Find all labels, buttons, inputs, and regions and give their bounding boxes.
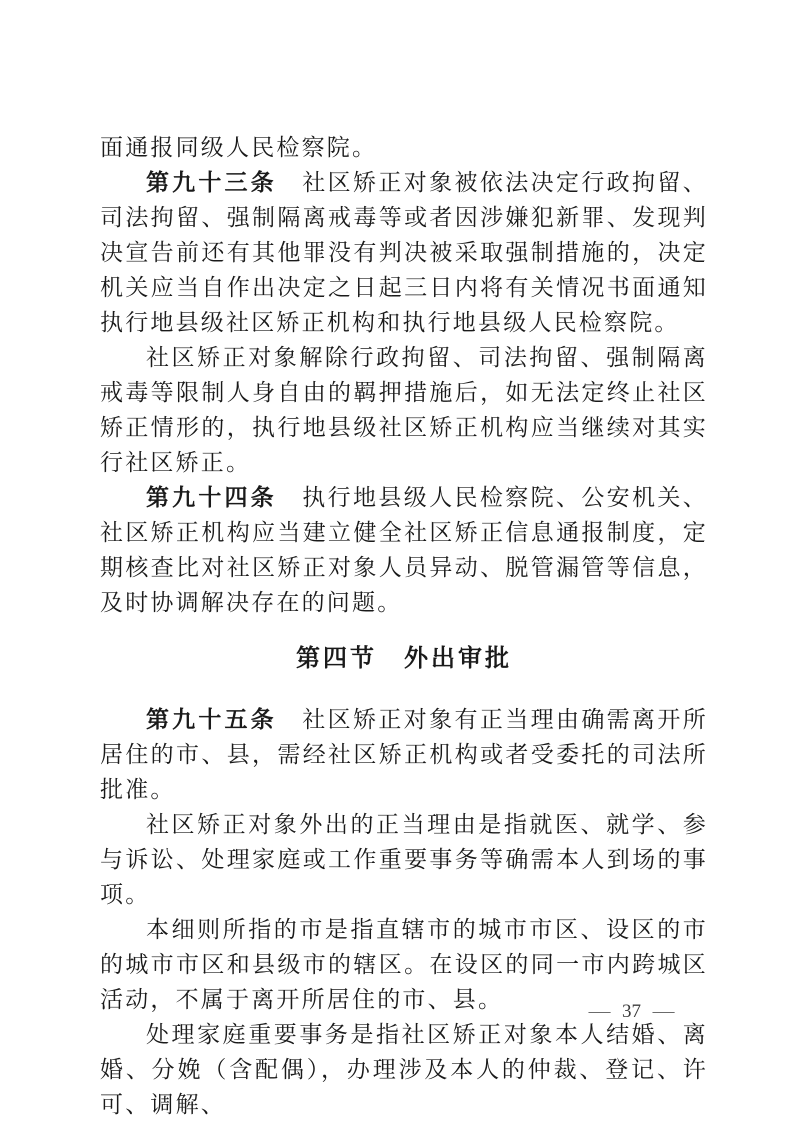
footer-dash-left: — bbox=[588, 1001, 611, 1022]
article-text-93: 社区矫正对象被依法决定行政拘留、司法拘留、强制隔离戒毒等或者因涉嫌犯新罪、发现判决宣告前还有其他罪没有判决被采取强制措施的，决定机关应当自作出决定之日起三日内将有关情况书面通知执行地县级社区矫正机构和执行地县级人民检察院。 bbox=[100, 170, 708, 335]
article-number-95: 第九十五条 bbox=[146, 707, 277, 732]
text-content bbox=[100, 130, 708, 1122]
article-paragraph-93 bbox=[100, 165, 708, 340]
section-heading: 第四节 外出审批 bbox=[296, 646, 512, 672]
article-text-95: 社区矫正对象有正当理由确需离开所居住的市、县，需经社区矫正机构或者受委托的司法所批准。 bbox=[100, 707, 708, 802]
page-number: 37 bbox=[622, 1001, 641, 1022]
article-number-93: 第九十三条 bbox=[146, 170, 277, 195]
paragraph-text: 社区矫正对象外出的正当理由是指就医、就学、参与诉讼、处理家庭或工作重要事务等确需本人到场的事项。 bbox=[100, 812, 708, 907]
paragraph-text: 本细则所指的市是指直辖市的城市市区、设区的市的城市市区和县级市的辖区。在设区的同一市内跨城区活动，不属于离开所居住的市、县。 bbox=[100, 917, 708, 1012]
page-footer bbox=[590, 1001, 673, 1023]
article-text-94: 执行地县级人民检察院、公安机关、社区矫正机构应当建立健全社区矫正信息通报制度，定期核查比对社区矫正对象人员异动、脱管漏管等信息，及时协调解决存在的问题。 bbox=[100, 485, 708, 615]
paragraph-text: 社区矫正对象解除行政拘留、司法拘留、强制隔离戒毒等限制人身自由的羁押措施后，如无法定终止社区矫正情形的，执行地县级社区矫正机构应当继续对其实行社区矫正。 bbox=[100, 345, 708, 475]
footer-dash-right: — bbox=[652, 1001, 675, 1022]
article-number-94: 第九十四条 bbox=[146, 485, 277, 510]
body-paragraph bbox=[100, 1017, 708, 1122]
paragraph-text: 面通报同级人民检察院。 bbox=[100, 135, 378, 160]
body-paragraph-continuation bbox=[100, 130, 708, 165]
article-paragraph-94 bbox=[100, 480, 708, 620]
body-paragraph bbox=[100, 807, 708, 912]
body-paragraph bbox=[100, 340, 708, 480]
paragraph-text: 处理家庭重要事务是指社区矫正对象本人结婚、离婚、分娩（含配偶），办理涉及本人的仲裁、登记、许可、调解、 bbox=[100, 1022, 708, 1117]
article-paragraph-95 bbox=[100, 702, 708, 807]
